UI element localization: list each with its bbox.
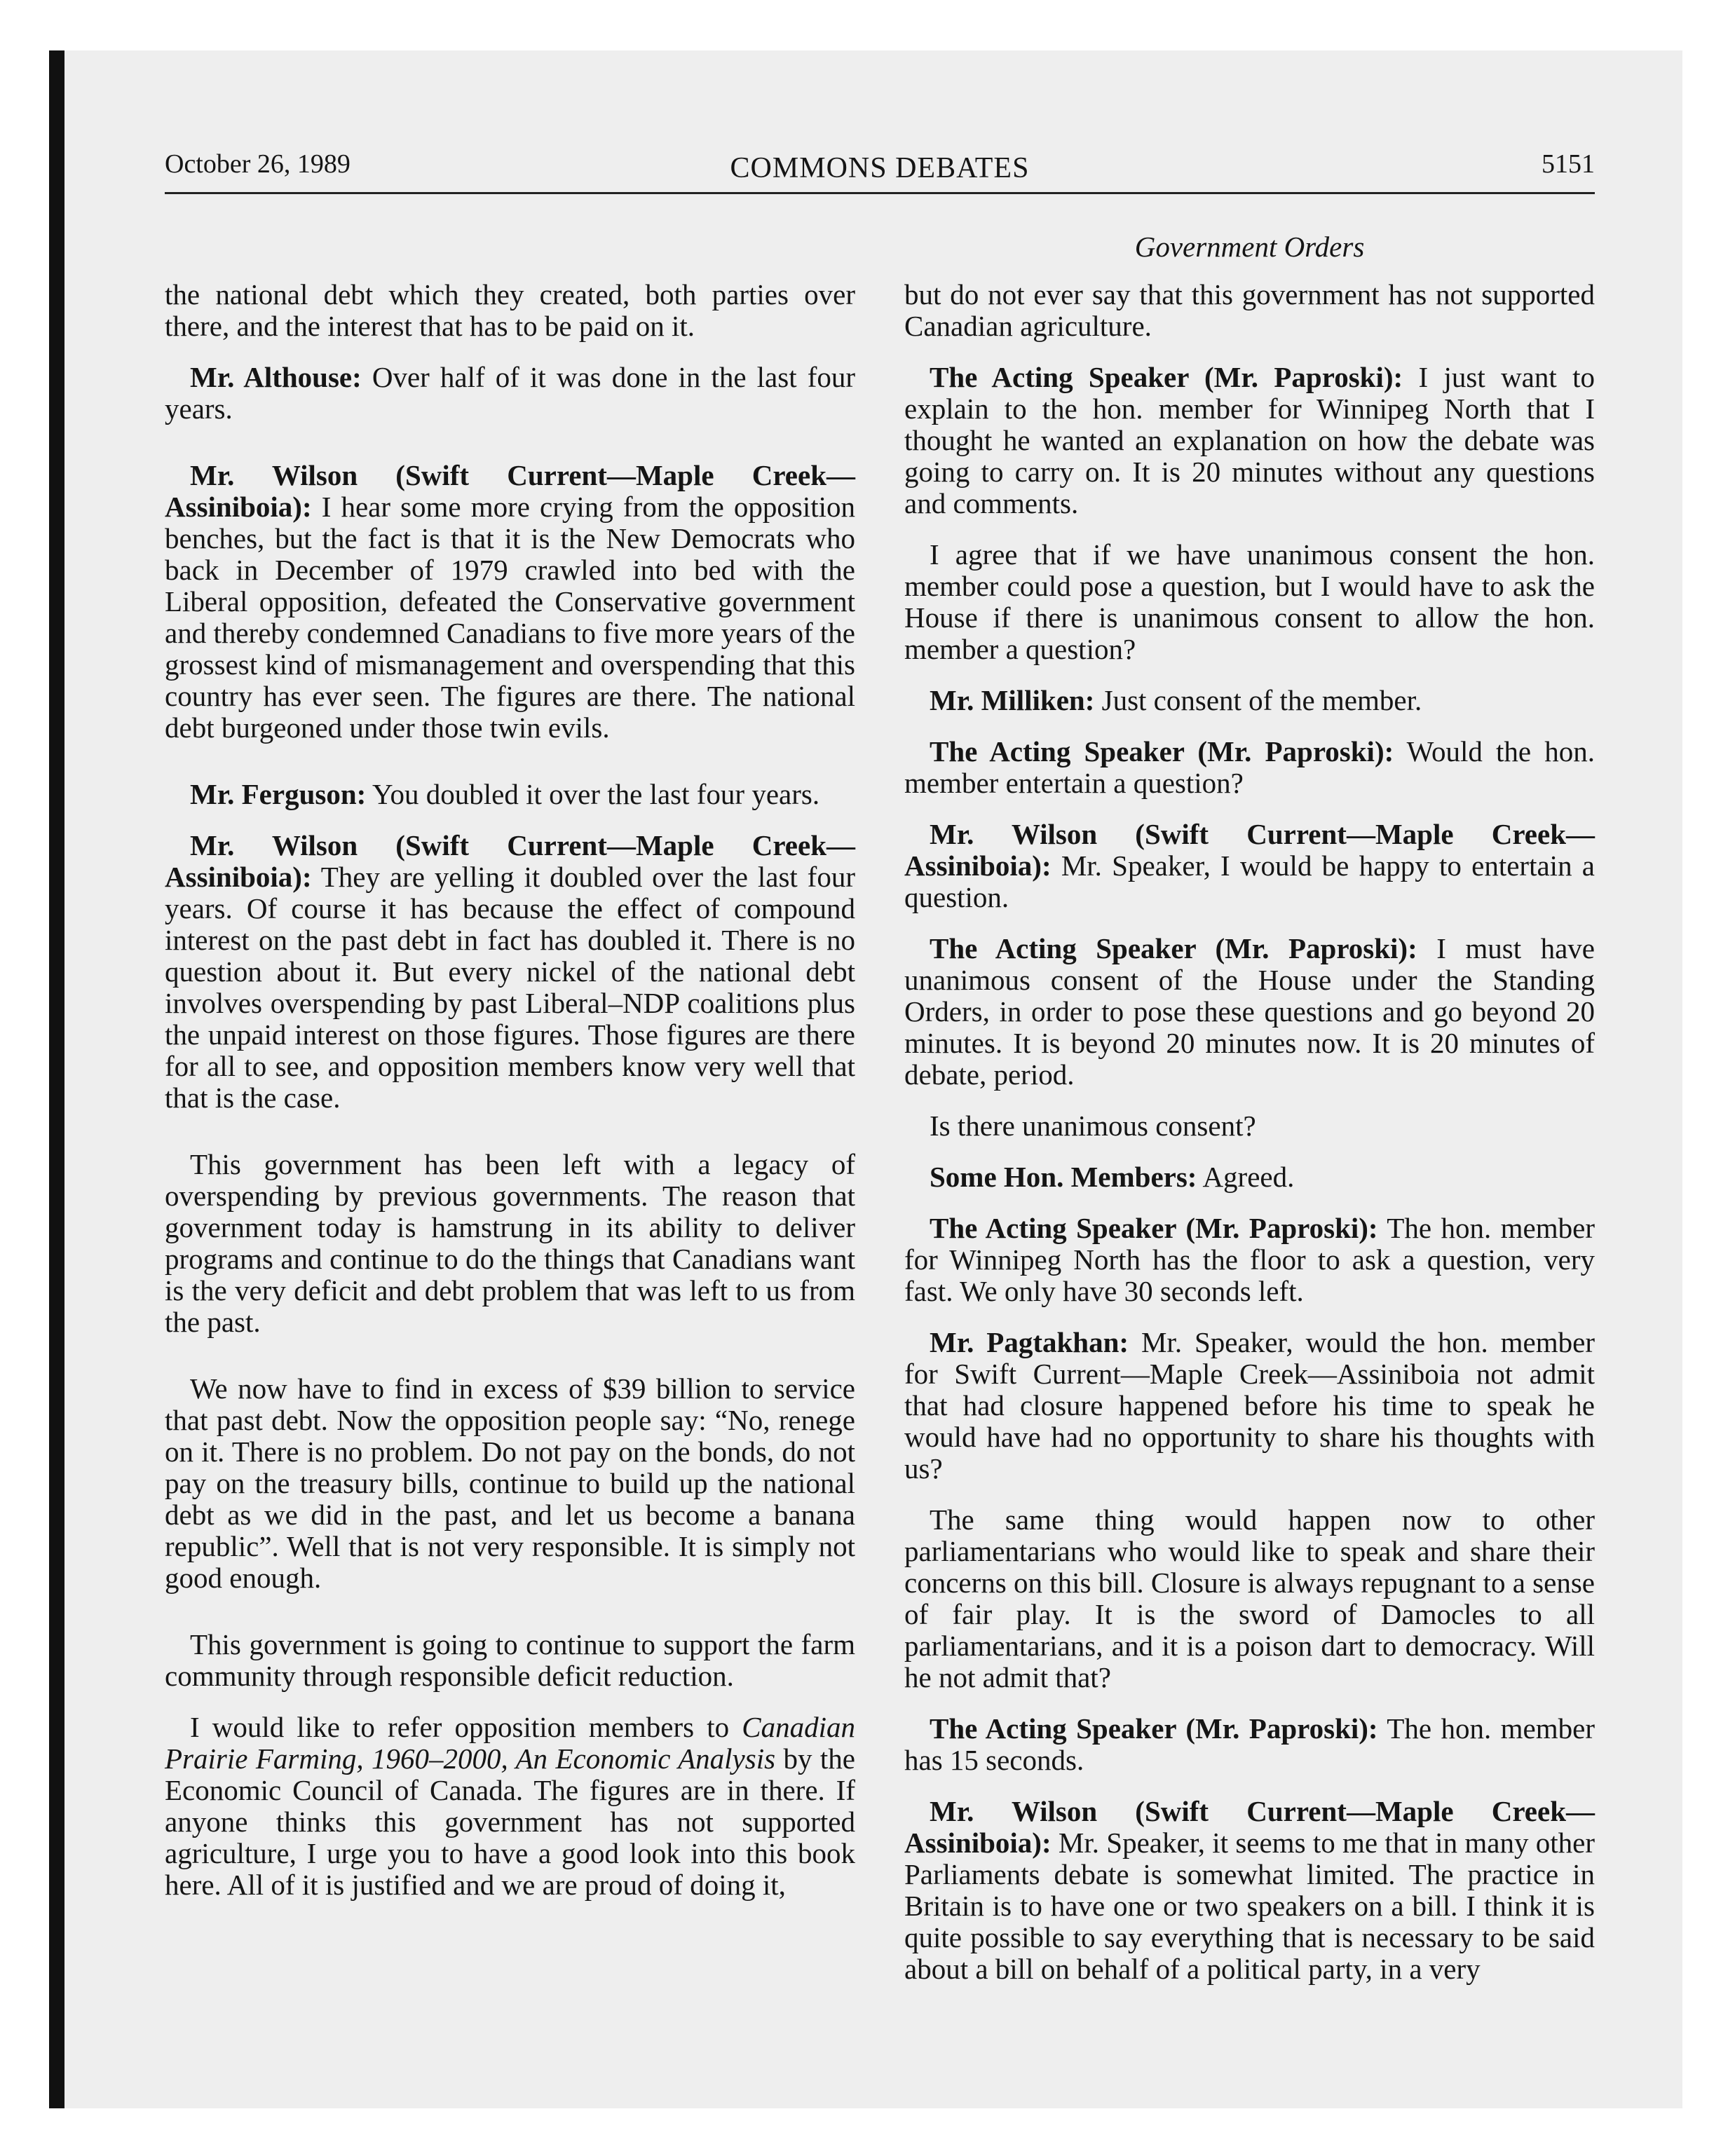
header-title: COMMONS DEBATES (730, 152, 1030, 184)
paragraph-text: This government has been left with a legacy of overspending by previous governments. The reason that government today is hamstrung in its ability to deliver programs and continue to do the things that Canadians want is the very deficit and debt problem that was left to us from the past. (165, 1148, 855, 1338)
speaker-name: Mr. Ferguson: (190, 778, 367, 810)
speech-text: Mr. Speaker, would the hon. member for Swift Current—Maple Creek—Assiniboia not admit that had closure happened before his time to speak he would have had no opportunity to share his thoughts with us? (904, 1326, 1595, 1485)
speech-paragraph (904, 1796, 1595, 1985)
speech-paragraph (904, 1161, 1595, 1193)
speech-text: I just want to explain to the hon. member for Winnipeg North that I thought he wanted an explanation on how the debate was going to carry on. It is 20 minutes without any questions and comments. (904, 361, 1595, 519)
speech-paragraph (904, 362, 1595, 519)
paragraph-text: Is there unanimous consent? (930, 1110, 1256, 1142)
speaker-name: The Acting Speaker (Mr. Paproski): (930, 735, 1394, 767)
running-head (165, 146, 1595, 194)
speech-text: Mr. Speaker, it seems to me that in many other Parliaments debate is somewhat limited. The practice in Britain is to have one or two speakers on a bill. I think it is quite possible to say everything that is necessary to be said about a bill on behalf of a political party, in a very (904, 1827, 1595, 1985)
paragraph (904, 539, 1595, 665)
speech-paragraph (904, 736, 1595, 799)
speech-text: Would the hon. member entertain a question? (904, 735, 1595, 799)
paragraph-text: This government is going to continue to support the farm community through responsible deficit reduction. (165, 1628, 855, 1692)
speech-text: I hear some more crying from the opposition benches, but the fact is that it is the New Democrats who back in December of 1979 crawled into bed with the Liberal opposition, defeated the Conservative government and thereby condemned Canadians to five more years of the grossest kind of mismanagement and overspending that this country has ever seen. The figures are there. The national debt burgeoned under those twin evils. (165, 491, 855, 744)
speech-text: I must have unanimous consent of the House under the Standing Orders, in order to pose these questions and go beyond 20 minutes. It is beyond 20 minutes now. It is 20 minutes of debate, period. (904, 932, 1595, 1091)
paragraph-text: I would like to refer opposition members to (190, 1711, 742, 1743)
speech-text: The hon. member has 15 seconds. (904, 1712, 1595, 1776)
speech-paragraph (904, 1213, 1595, 1307)
paragraph (904, 1504, 1595, 1693)
paragraph-text: The same thing would happen now to other parliamentarians who would like to speak and share their concerns on this bill. Closure is always repugnant to a sense of fair play. It is the sword of Damocles to all parliamentarians, and it is a poison dart to democracy. Will he not admit that? (904, 1503, 1595, 1693)
speaker-name: The Acting Speaker (Mr. Paproski): (930, 932, 1417, 964)
speaker-name: Mr. Wilson (Swift Current—Maple Creek—Assiniboia): (904, 1795, 1595, 1859)
speech-text: The hon. member for Winnipeg North has the floor to ask a question, very fast. We only have 30 seconds left. (904, 1212, 1595, 1307)
paragraph (165, 1629, 855, 1692)
speaker-name: Mr. Althouse: (190, 361, 362, 393)
header-page-number: 5151 (1542, 149, 1595, 179)
book-title: Canadian Prairie Farming, 1960–2000, An Economic Analysis (165, 1711, 855, 1775)
paragraph (904, 279, 1595, 342)
speech-paragraph (904, 1713, 1595, 1776)
speaker-name: The Acting Speaker (Mr. Paproski): (930, 1212, 1378, 1244)
speech-text: You doubled it over the last four years. (366, 778, 820, 810)
speaker-name: Some Hon. Members: (930, 1161, 1197, 1193)
speaker-name: The Acting Speaker (Mr. Paproski): (930, 361, 1403, 393)
speech-paragraph (904, 933, 1595, 1091)
paragraph (165, 1373, 855, 1594)
speech-paragraph (165, 460, 855, 744)
section-heading: Government Orders (1134, 231, 1365, 263)
speaker-name: The Acting Speaker (Mr. Paproski): (930, 1712, 1378, 1745)
paragraph-text: I agree that if we have unanimous consent the hon. member could pose a question, but I would have to ask the House if there is unanimous consent to allow the hon. member a question? (904, 538, 1595, 665)
speech-paragraph (165, 362, 855, 425)
speech-text: They are yelling it doubled over the last four years. Of course it has because the effect of compound interest on the past debt in fact has doubled it. There is no question about it. But every nickel of the national debt involves overspending by past Liberal–NDP coalitions plus the unpaid interest on those figures. Those figures are there for all to see, and opposition members know very well that that is the case. (165, 861, 855, 1114)
speaker-name: Mr. Wilson (Swift Current—Maple Creek—Assiniboia): (165, 829, 855, 893)
paragraph (165, 279, 855, 342)
speech-paragraph (165, 830, 855, 1114)
speaker-name: Mr. Wilson (Swift Current—Maple Creek—Assiniboia): (165, 459, 855, 523)
paragraph (165, 1149, 855, 1338)
speech-text: Mr. Speaker, I would be happy to entertain a question. (904, 850, 1595, 913)
speech-paragraph (904, 819, 1595, 913)
speech-text: Over half of it was done in the last four years. (165, 361, 855, 425)
paragraph-text: but do not ever say that this government has not supported Canadian agriculture. (904, 278, 1595, 342)
speech-text: Agreed. (1197, 1161, 1295, 1193)
paragraph-text: by the Economic Council of Canada. The figures are in there. If anyone thinks this government has not supported agriculture, I urge you to have a good look into this book here. All of it is justified and we are proud of doing it, (165, 1742, 856, 1901)
paragraph (165, 1712, 855, 1901)
speaker-name: Mr. Wilson (Swift Current—Maple Creek—Assiniboia): (904, 818, 1595, 882)
speaker-name: Mr. Pagtakhan: (930, 1326, 1129, 1358)
speech-paragraph (904, 1327, 1595, 1485)
speech-paragraph (165, 779, 855, 810)
paragraph-text: We now have to find in excess of $39 billion to service that past debt. Now the opposition people say: “No, renege on it. There is no problem. Do not pay on the bonds, do not pay on the treasury bills, continue to build up the national debt as we did in the past, and let us become a banana republic”. Well that is not very responsible. It is simply not good enough. (165, 1372, 855, 1594)
left-column (165, 279, 855, 1920)
speaker-name: Mr. Milliken: (930, 684, 1095, 716)
paragraph (904, 1110, 1595, 1142)
speech-text: Just consent of the member. (1094, 684, 1422, 716)
speech-paragraph (904, 685, 1595, 716)
right-column (904, 279, 1595, 2005)
paragraph-text: the national debt which they created, both parties over there, and the interest that has to be paid on it. (165, 278, 855, 342)
header-date: October 26, 1989 (165, 149, 351, 179)
